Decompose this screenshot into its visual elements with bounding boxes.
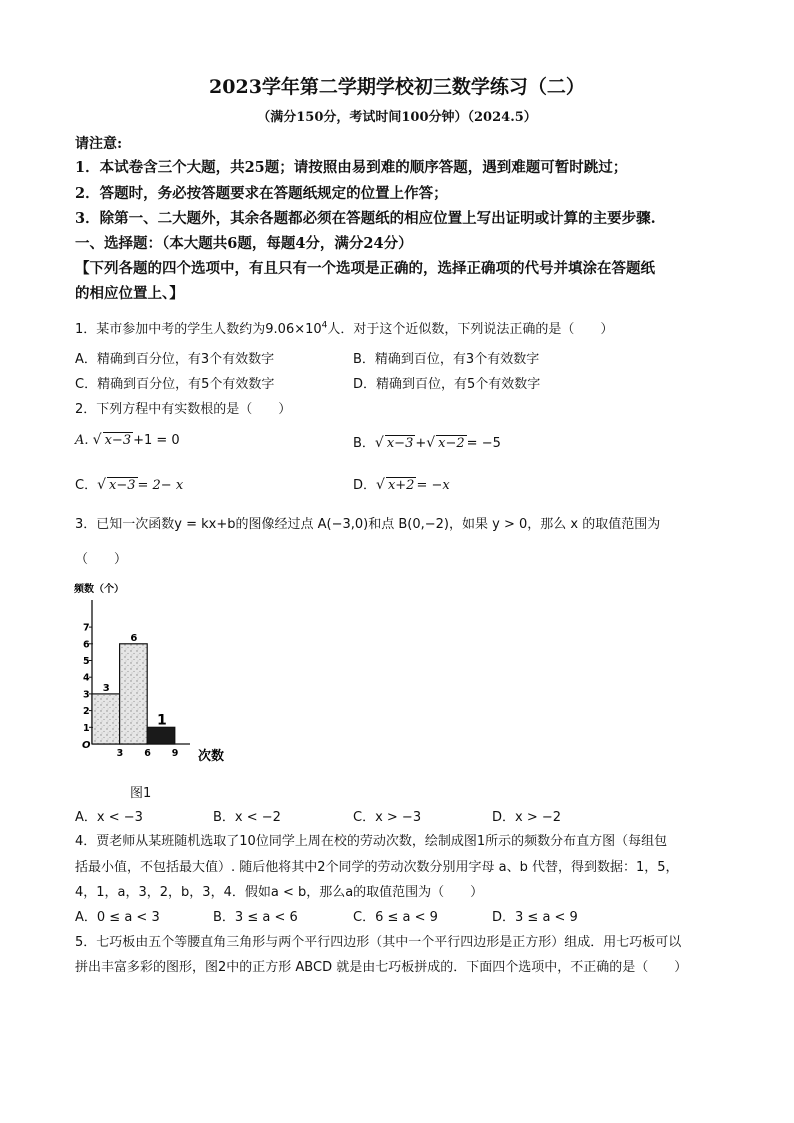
bar-value-label: 3 [102,682,110,694]
question-4-option-a[interactable]: A．0 ≤ a < 3 [75,910,160,925]
question-3-option-d[interactable]: D．x > −2 [492,810,562,825]
histogram-bar [147,727,175,744]
question-2-option-c[interactable]: C．√ x−3 = 2− x [75,477,184,493]
question-1-option-b[interactable]: B．精确到百位，有3个有效数字 [353,352,540,367]
question-1-option-d[interactable]: D．精确到百位，有5个有效数字 [353,377,541,392]
x-axis-label: 次数 [198,749,225,764]
bar-value-label: 1 [157,712,167,729]
question-3-option-b[interactable]: B．x < −2 [213,810,281,825]
y-tick-label: 1 [83,722,90,734]
y-tick-label: 3 [83,689,90,701]
exam-title: 2023学年第二学期学校初三数学练习（二） [209,76,585,98]
question-1-option-a[interactable]: A．精确到百分位，有3个有效数字 [75,352,275,367]
question-5-line2: 拼出丰富多彩的图形，图2中的正方形 ABCD 就是由七巧板拼成的．下面四个选项中，不正确的是（ ） [75,960,688,975]
figure-1-histogram [70,578,250,768]
question-2-option-d[interactable]: D．√ x+2 = −x [353,477,450,493]
y-tick-label: 4 [83,672,90,684]
section-instruction-line1: 【下列各题的四个选项中，有且只有一个选项是正确的，选择正确项的代号并填涂在答题纸 [75,260,655,277]
notice-item-2: 2．答题时，务必按答题要求在答题纸规定的位置上作答； [75,185,448,202]
question-4-line2: 括最小值，不包括最大值）. 随后他将其中2个同学的劳动次数分别用字母 a、b 代替，得到数据：1，5， [75,860,679,875]
question-4-line1: 4．贾老师从某班随机选取了10位同学上周在校的劳动次数，绘制成图1所示的频数分布直方图（每组包 [75,834,668,849]
exam-subtitle: （满分150分，考试时间100分钟）（2024.5） [257,110,537,125]
notice-heading: 请注意: [75,136,123,152]
y-tick-label: 2 [83,706,90,718]
question-2-stem: 2．下列方程中有实数根的是（ ） [75,402,292,417]
question-3-stem: 3．已知一次函数y = kx+b的图像经过点 A(−3,0)和点 B(0,−2)，如果 y > 0，那么 x 的取值范围为 [75,517,661,532]
section-instruction-line2: 的相应位置上、】 [75,285,184,302]
histogram-bar [120,644,148,744]
x-tick-label: 9 [171,748,179,759]
section-heading: 一、选择题：（本大题共6题，每题4分，满分24分） [75,235,413,252]
question-4-option-c[interactable]: C．6 ≤ a < 9 [353,910,438,925]
origin-label: O [82,740,91,751]
notice-item-3: 3．除第一、二大题外，其余各题都必须在答题纸的相应位置上写出证明或计算的主要步骤. [75,210,656,227]
question-3-paren: （ ） [75,552,128,567]
figure-1-caption: 图1 [130,786,152,801]
x-tick-label: 3 [116,748,124,759]
question-4-option-b[interactable]: B．3 ≤ a < 6 [213,910,298,925]
y-tick-label: 7 [83,622,90,634]
x-tick-label: 6 [144,748,151,759]
question-4-line3: 4，1，a，3，2，b，3，4．假如a < b，那么a的取值范围为（ ） [75,885,484,900]
histogram-bar [92,694,120,744]
notice-item-1: 1．本试卷含三个大题，共25题；请按照由易到难的顺序答题，遇到难题可暂时跳过； [75,159,628,176]
y-tick-label: 5 [83,656,90,667]
question-5-line1: 5．七巧板由五个等腰直角三角形与两个平行四边形（其中一个平行四边形是正方形）组成．用七巧板可以 [75,935,682,950]
question-4-option-d[interactable]: D．3 ≤ a < 9 [492,910,578,925]
bar-value-label: 6 [130,632,138,644]
question-1-stem: 1．某市参加中考的学生人数约为$9.06\times 10^4$人．对于这个近似数，下列说法正确的是（ ） [75,320,614,337]
question-2-option-b[interactable]: B．√ x−3 +√ x−2 = −5 [353,435,501,451]
question-3-option-a[interactable]: A．x < −3 [75,810,143,825]
y-tick-label: 6 [83,639,90,651]
question-2-option-a[interactable]: A. √ x−3 +1 = 0 [75,432,180,448]
y-axis-label: 频数（个） [74,584,124,595]
question-3-option-c[interactable]: C．x > −3 [353,810,422,825]
question-1-option-c[interactable]: C．精确到百分位，有5个有效数字 [75,377,275,392]
